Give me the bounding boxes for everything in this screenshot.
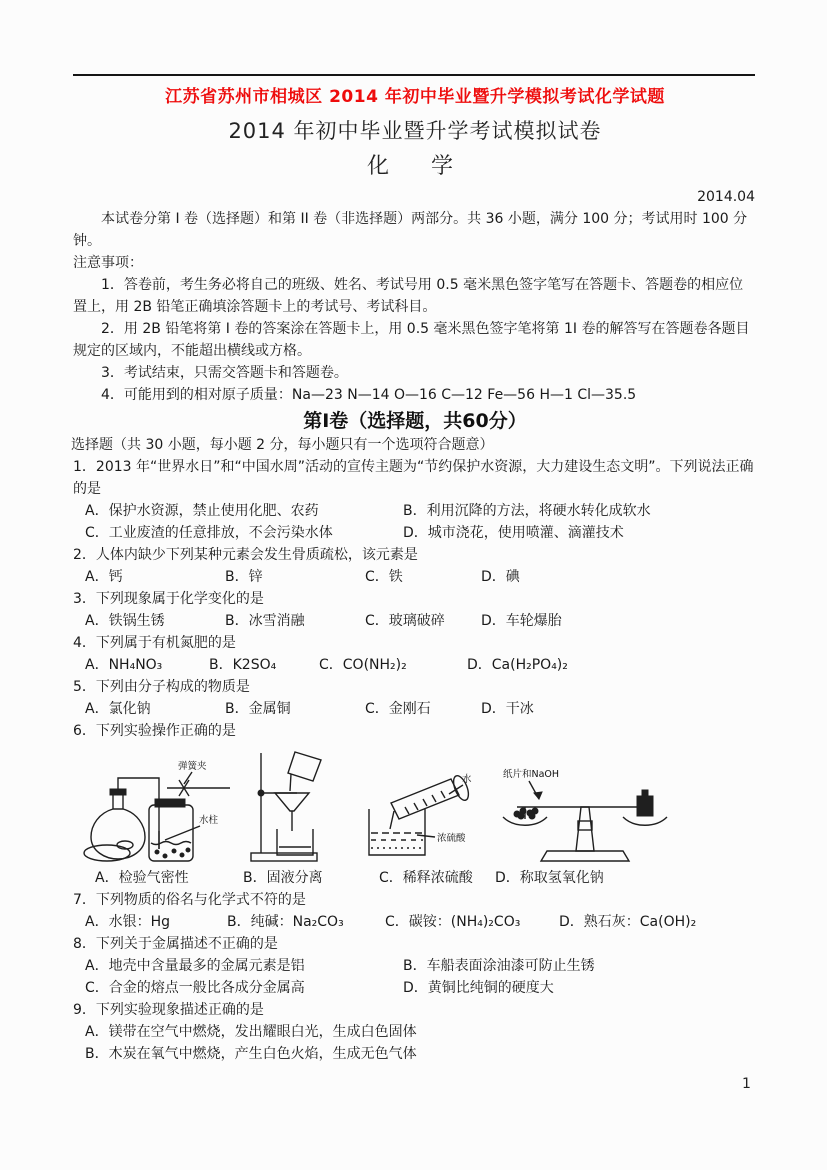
subject-title: 化 学 xyxy=(366,154,463,179)
option: B．金属铜 xyxy=(225,701,291,717)
question-stem: 3．下列现象属于化学变化的是 xyxy=(73,591,264,607)
option: A．水银：Hg xyxy=(85,914,170,930)
note-item: 1．答卷前，考生务必将自己的班级、姓名、考试号用 0.5 毫米黑色签字笔写在答题卡、答题卷的相应位置上，用 2B 铅笔正确填涂答题卡上的考试号、考试科目。 xyxy=(73,277,744,315)
option: B．锌 xyxy=(225,569,263,585)
figure-caption: A．检验气密性 xyxy=(95,870,189,886)
option: C．合金的熔点一般比各成分金属高 xyxy=(85,980,305,996)
option: A．保护水资源，禁止使用化肥、农药 xyxy=(85,503,319,519)
question-stem: 7．下列物质的俗名与化学式不符的是 xyxy=(73,892,306,908)
spring-clamp-label: 弹簧夹 xyxy=(178,761,207,772)
question-stem: 9．下列实验现象描述正确的是 xyxy=(73,1002,264,1018)
top-rule xyxy=(73,74,755,76)
airtightness-apparatus-figure xyxy=(79,757,233,863)
option: C．碳铵：(NH₄)₂CO₃ xyxy=(385,914,521,930)
question-9 xyxy=(73,999,757,1065)
option: C．铁 xyxy=(365,569,403,585)
note-item: 3．考试结束，只需交答题卡和答题卷。 xyxy=(101,365,348,381)
question-6 xyxy=(73,720,757,889)
options-row xyxy=(73,500,757,544)
option: C．工业废渣的任意排放，不会污染水体 xyxy=(85,525,333,541)
question-8 xyxy=(73,933,757,999)
option: B．车船表面涂油漆可防止生锈 xyxy=(403,958,595,974)
notes-label: 注意事项： xyxy=(73,255,143,271)
question-stem: 1．2013 年“世界水日”和“中国水周”活动的宣传主题为“节约保护水资源，大力建设生态文明”。下列说法正确的是 xyxy=(73,459,754,497)
question-1 xyxy=(73,456,757,544)
options-row xyxy=(73,911,757,933)
option: C．玻璃破碎 xyxy=(365,613,445,629)
option: D．车轮爆胎 xyxy=(481,613,562,629)
options-row xyxy=(73,610,757,632)
figure-caption: D．称取氢氧化钠 xyxy=(495,870,604,886)
page-number: 1 xyxy=(742,1076,751,1092)
question-4 xyxy=(73,632,757,676)
section-instruction: 选择题（共 30 小题，每小题 2 分，每小题只有一个选项符合题意） xyxy=(71,437,494,453)
water-label: 水 xyxy=(462,774,472,785)
option: A．地壳中含量最多的金属元素是铝 xyxy=(85,958,305,974)
option: D．熟石灰：Ca(OH)₂ xyxy=(559,914,697,930)
naoh-paper-label: 纸片和NaOH xyxy=(503,769,560,780)
option: B．冰雪消融 xyxy=(225,613,305,629)
option: B．纯碱：Na₂CO₃ xyxy=(227,914,344,930)
option: A．NH₄NO₃ xyxy=(85,657,163,673)
question-5 xyxy=(73,676,757,720)
intro-paragraph: 本试卷分第 I 卷（选择题）和第 II 卷（非选择题）两部分。共 36 小题，满分 100 分；考试用时 100 分钟。 xyxy=(73,211,748,249)
filtration-apparatus-figure xyxy=(249,747,335,863)
question-stem: 8．下列关于金属描述不正确的是 xyxy=(73,936,278,952)
paper-title: 2014 年初中毕业暨升学考试模拟试卷 xyxy=(228,119,602,143)
option: C．CO(NH₂)₂ xyxy=(319,657,407,673)
option: C．金刚石 xyxy=(365,701,431,717)
apparatus-figures xyxy=(79,747,757,863)
option: D．干冰 xyxy=(481,701,534,717)
option: D．Ca(H₂PO₄)₂ xyxy=(467,657,568,673)
figure-captions xyxy=(73,867,757,889)
question-2 xyxy=(73,544,757,588)
figure-caption: B．固液分离 xyxy=(243,870,323,886)
question-stem: 6．下列实验操作正确的是 xyxy=(73,723,236,739)
options-row xyxy=(73,698,757,720)
option: B．木炭在氧气中燃烧，产生白色火焰，生成无色气体 xyxy=(85,1046,417,1062)
section-heading: 第I卷（选择题，共60分） xyxy=(303,410,527,432)
note-item: 2．用 2B 铅笔将第 I 卷的答案涂在答题卡上，用 0.5 毫米黑色签字笔将第 1I 卷的解答写在答题卷各题目规定的区域内，不能超出横线或方格。 xyxy=(73,321,750,359)
option: A．氯化钠 xyxy=(85,701,151,717)
page-content xyxy=(73,0,757,1065)
options-row xyxy=(73,654,757,676)
options-column xyxy=(73,1021,757,1065)
option: A．镁带在空气中燃烧，发出耀眼白光，生成白色固体 xyxy=(85,1024,417,1040)
option: D．城市浇花，使用喷灌、滴灌技术 xyxy=(403,525,624,541)
options-row xyxy=(73,955,757,999)
option: B．利用沉降的方法，将硬水转化成软水 xyxy=(403,503,651,519)
option: A．钙 xyxy=(85,569,123,585)
question-7 xyxy=(73,889,757,933)
option: D．黄铜比纯铜的硬度大 xyxy=(403,980,554,996)
option: B．K2SO₄ xyxy=(209,657,277,673)
options-row xyxy=(73,566,757,588)
note-item: 4．可能用到的相对原子质量：Na—23 N—14 O—16 C—12 Fe—56 H—1 Cl—35.5 xyxy=(101,387,637,403)
exam-date: 2014.04 xyxy=(697,189,755,205)
question-3 xyxy=(73,588,757,632)
water-column-label: 水柱 xyxy=(199,815,219,826)
page-title: 江苏省苏州市相城区 2014 年初中毕业暨升学模拟考试化学试题 xyxy=(165,87,665,107)
option: D．碘 xyxy=(481,569,520,585)
question-stem: 5．下列由分子构成的物质是 xyxy=(73,679,250,695)
acid-label: 浓硫酸 xyxy=(437,833,466,844)
option: A．铁锅生锈 xyxy=(85,613,165,629)
dilution-apparatus-figure xyxy=(361,771,483,863)
figure-caption: C．稀释浓硫酸 xyxy=(379,870,473,886)
balance-apparatus-figure xyxy=(501,765,671,863)
question-stem: 2．人体内缺少下列某种元素会发生骨质疏松，该元素是 xyxy=(73,547,418,563)
question-stem: 4．下列属于有机氮肥的是 xyxy=(73,635,236,651)
